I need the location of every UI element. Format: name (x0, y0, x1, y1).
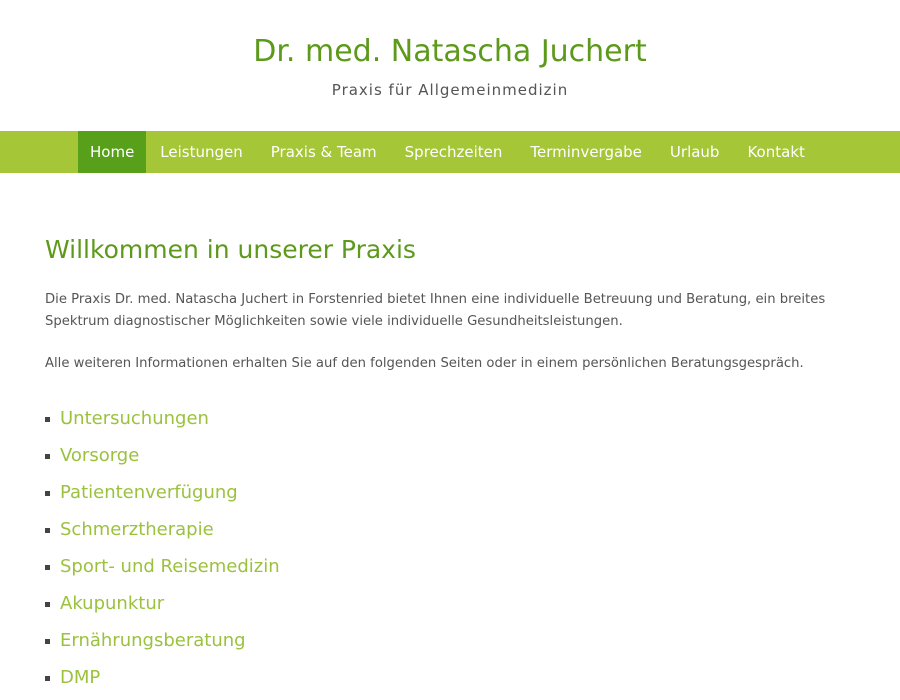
nav-list (0, 131, 900, 173)
nav-item-kontakt[interactable]: Kontakt (747, 143, 805, 161)
info-paragraph: Alle weiteren Informationen erhalten Sie auf den folgenden Seiten oder in einem persönlichen Beratungsgespräch. (45, 356, 804, 371)
service-link-schmerztherapie[interactable]: Schmerztherapie (60, 519, 214, 540)
list-item (45, 474, 855, 511)
service-link-akupunktur[interactable]: Akupunktur (60, 593, 165, 614)
page-title: Willkommen in unserer Praxis (45, 235, 416, 264)
site-subtitle: Praxis für Allgemeinmedizin (331, 81, 569, 99)
square-bullet-icon (45, 602, 50, 607)
nav-item-terminvergabe[interactable]: Terminvergabe (530, 143, 642, 161)
nav-item-sprechzeiten[interactable]: Sprechzeiten (404, 143, 503, 161)
square-bullet-icon (45, 454, 50, 459)
list-item (45, 511, 855, 548)
main-content (0, 173, 900, 696)
square-bullet-icon (45, 491, 50, 496)
site-title[interactable]: Dr. med. Natascha Juchert (253, 34, 647, 69)
square-bullet-icon (45, 528, 50, 533)
nav-item-home[interactable]: Home (78, 131, 146, 173)
service-link-dmp[interactable]: DMP (60, 667, 101, 688)
service-link-patientenverfuegung[interactable]: Patientenverfügung (60, 482, 238, 503)
service-link-untersuchungen[interactable]: Untersuchungen (60, 408, 209, 429)
services-list (45, 400, 855, 696)
square-bullet-icon (45, 676, 50, 681)
list-item (45, 585, 855, 622)
list-item (45, 622, 855, 659)
square-bullet-icon (45, 639, 50, 644)
nav-item-urlaub[interactable]: Urlaub (669, 143, 720, 161)
list-item (45, 400, 855, 437)
site-header (0, 0, 900, 131)
main-navigation (0, 131, 900, 173)
service-link-ernaehrungsberatung[interactable]: Ernährungsberatung (60, 630, 246, 651)
service-link-sport-reisemedizin[interactable]: Sport- und Reisemedizin (60, 556, 280, 577)
list-item (45, 659, 855, 696)
square-bullet-icon (45, 417, 50, 422)
service-link-vorsorge[interactable]: Vorsorge (60, 445, 140, 466)
square-bullet-icon (45, 565, 50, 570)
list-item (45, 437, 855, 474)
nav-item-leistungen[interactable]: Leistungen (160, 143, 243, 161)
list-item (45, 548, 855, 585)
nav-item-praxis-team[interactable]: Praxis & Team (270, 143, 377, 161)
intro-paragraph: Die Praxis Dr. med. Natascha Juchert in Forstenried bietet Ihnen eine individuelle Betreuung und Beratung, ein breites Spektrum diagnostischer Möglichkeiten sowie viele individuelle Gesundheitsleistungen. (45, 292, 826, 329)
